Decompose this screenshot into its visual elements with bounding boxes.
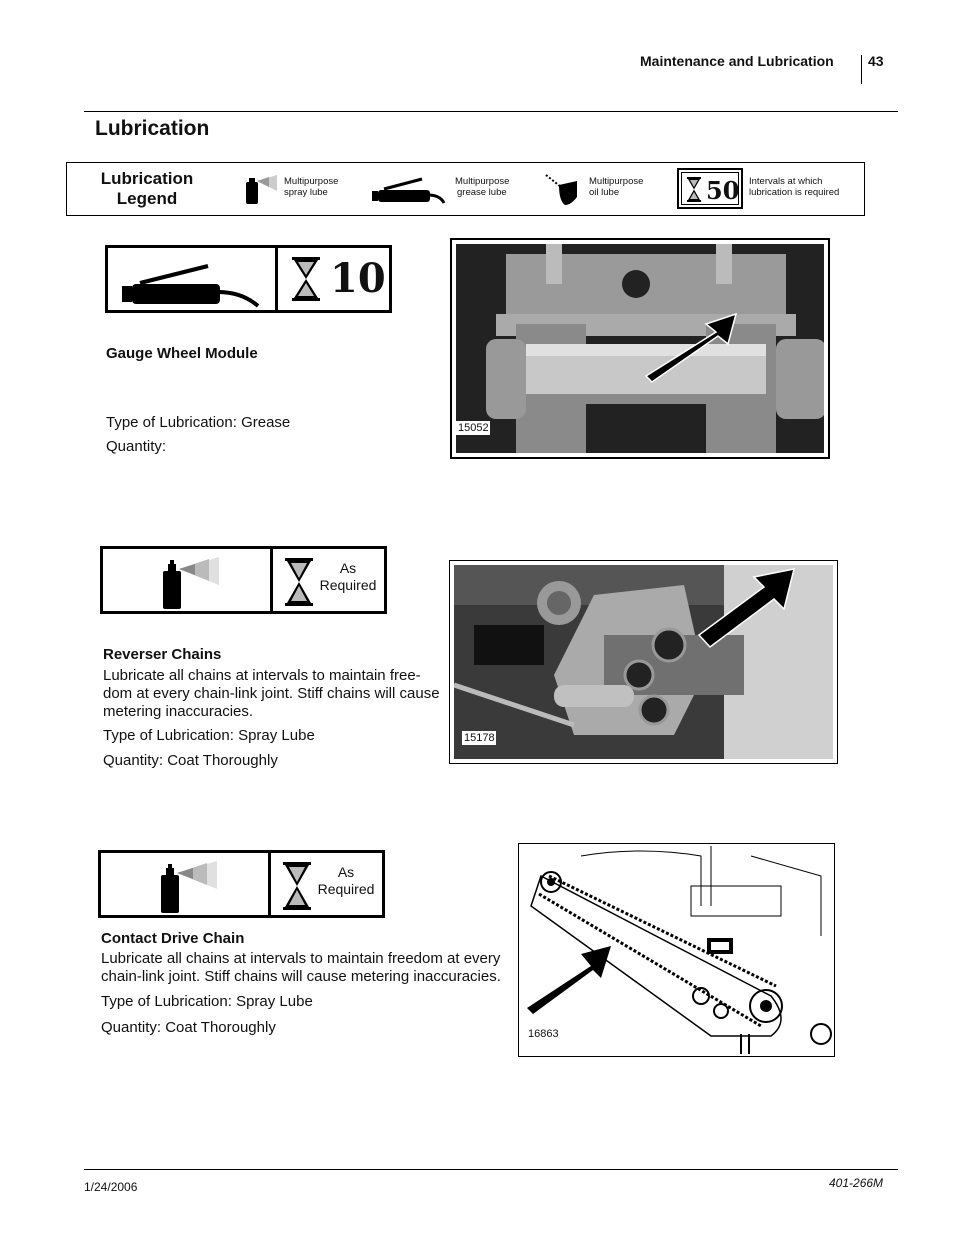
grease-gun-icon bbox=[118, 256, 268, 308]
hourglass-icon bbox=[285, 558, 313, 606]
legend-heading-line2: Legend bbox=[116, 189, 178, 208]
grease-gun-icon bbox=[370, 173, 450, 205]
legend-oil-line1: Multipurpose bbox=[589, 176, 644, 187]
interval-line1: As bbox=[337, 864, 355, 880]
legend-grease-line1: Multipurpose bbox=[455, 176, 510, 187]
oil-can-icon bbox=[543, 171, 583, 207]
header-rule bbox=[84, 111, 898, 112]
footer-doc-number: 401-266M bbox=[829, 1176, 884, 1190]
legend-interval-label bbox=[749, 176, 839, 198]
hourglass-icon bbox=[292, 257, 320, 301]
hourglass-icon bbox=[283, 862, 311, 910]
gauge-wheel-photo bbox=[450, 238, 830, 459]
interval-line2: Required bbox=[317, 881, 375, 897]
lubrication-quantity: Quantity: bbox=[106, 438, 167, 455]
spray-can-icon bbox=[159, 555, 223, 611]
running-header: Maintenance and Lubrication bbox=[640, 53, 834, 69]
lubrication-quantity: Quantity: Coat Thoroughly bbox=[101, 1019, 276, 1036]
contact-drive-chain-lube-symbol bbox=[98, 850, 385, 918]
interval-line1: As bbox=[339, 560, 357, 576]
footer-rule bbox=[84, 1169, 898, 1170]
reverser-chains-illustration bbox=[454, 565, 833, 759]
hourglass-icon bbox=[687, 177, 701, 202]
description-line1: Lubricate all chains at intervals to maintain freedom at every bbox=[101, 950, 501, 967]
legend-interval-line2: lubrication is required bbox=[749, 187, 840, 198]
contact-drive-chain-illustration bbox=[521, 846, 832, 1054]
legend-spray-line2: spray lube bbox=[284, 187, 328, 198]
section-title: Contact Drive Chain bbox=[101, 930, 245, 947]
description-line2: chain-link joint. Stiff chains will cause metering inaccuracies. bbox=[101, 968, 501, 985]
header-divider bbox=[861, 55, 862, 84]
description-line2: dom at every chain-link joint. Stiff chains will cause bbox=[103, 685, 440, 702]
description-line1: Lubricate all chains at intervals to maintain free- bbox=[103, 667, 421, 684]
footer-date: 1/24/2006 bbox=[84, 1180, 138, 1194]
interval-text bbox=[317, 560, 379, 594]
page-number: 43 bbox=[868, 53, 884, 69]
contact-drive-chain-drawing bbox=[518, 843, 835, 1057]
legend-interval-line1: Intervals at which bbox=[749, 176, 823, 187]
figure-number: 16863 bbox=[528, 1028, 559, 1040]
lubrication-type: Type of Lubrication: Spray Lube bbox=[101, 993, 313, 1010]
lubrication-type: Type of Lubrication: Spray Lube bbox=[103, 727, 315, 744]
section-description bbox=[103, 667, 448, 721]
interval-number: 10 bbox=[330, 255, 386, 302]
lubrication-quantity: Quantity: Coat Thoroughly bbox=[103, 752, 278, 769]
legend-grease-label bbox=[455, 176, 509, 198]
section-title: Reverser Chains bbox=[103, 646, 222, 663]
page-title: Lubrication bbox=[95, 117, 210, 140]
figure-number: 15178 bbox=[464, 732, 495, 744]
gauge-wheel-illustration bbox=[456, 244, 824, 453]
lubrication-legend bbox=[66, 162, 865, 216]
interval-icon-box bbox=[677, 168, 743, 209]
description-line3: metering inaccuracies. bbox=[103, 703, 254, 720]
reverser-chains-photo bbox=[449, 560, 838, 764]
interval-text bbox=[315, 864, 377, 898]
legend-oil-label bbox=[589, 176, 643, 198]
spray-can-icon bbox=[243, 173, 279, 205]
interval-line2: Required bbox=[319, 577, 377, 593]
spray-can-icon bbox=[157, 859, 221, 915]
legend-heading-line1: Lubrication bbox=[100, 169, 194, 188]
legend-grease-line2: grease lube bbox=[457, 187, 507, 198]
section-description bbox=[101, 950, 516, 986]
interval-number-legend: 50 bbox=[706, 176, 740, 205]
legend-heading bbox=[83, 169, 211, 209]
legend-spray-line1: Multipurpose bbox=[284, 176, 339, 187]
lubrication-type: Type of Lubrication: Grease bbox=[106, 414, 291, 431]
legend-oil-line2: oil lube bbox=[589, 187, 620, 198]
gauge-wheel-lube-symbol bbox=[105, 245, 392, 313]
legend-spray-label bbox=[284, 176, 338, 198]
reverser-chains-lube-symbol bbox=[100, 546, 387, 614]
section-title: Gauge Wheel Module bbox=[106, 345, 258, 362]
figure-number: 15052 bbox=[458, 422, 489, 434]
